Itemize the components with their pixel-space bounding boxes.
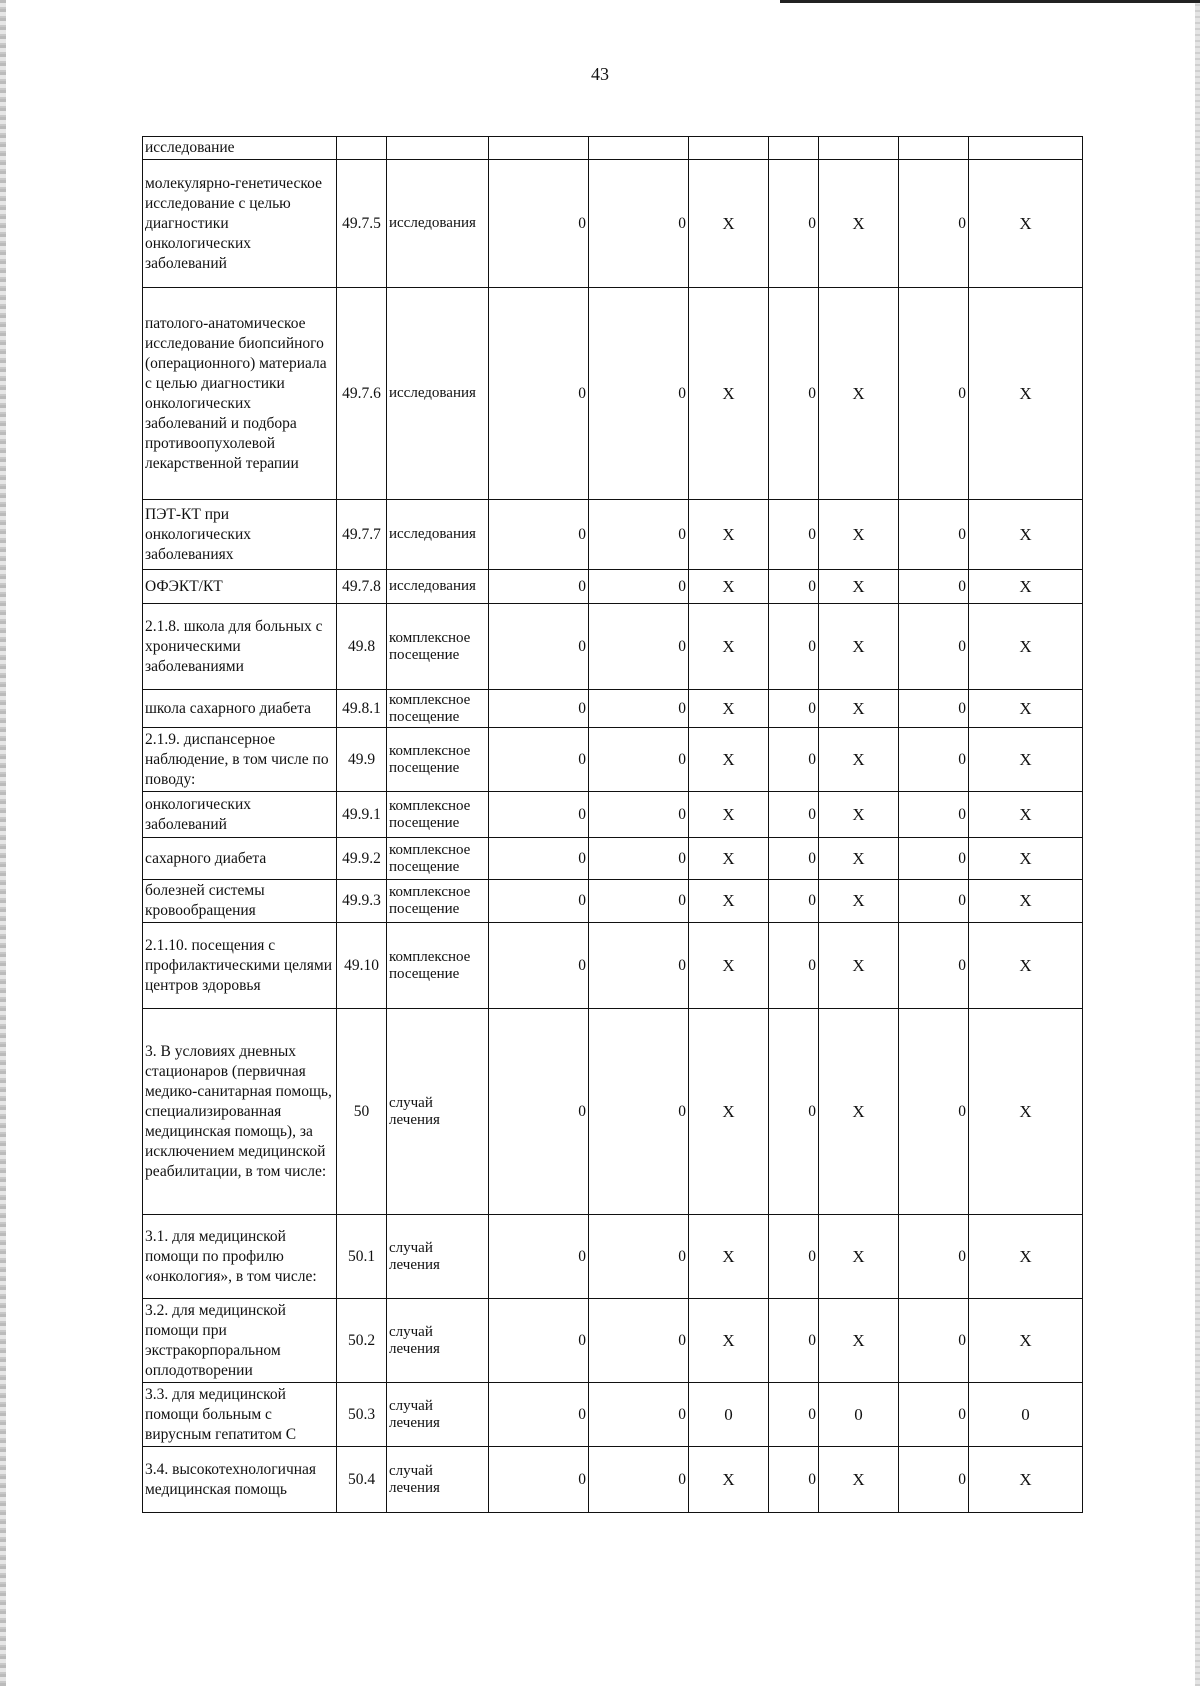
value-cell bbox=[769, 137, 819, 160]
table-row bbox=[143, 728, 1083, 792]
value-cell: 0 bbox=[489, 160, 589, 288]
value-cell bbox=[899, 137, 969, 160]
value-cell: X bbox=[819, 570, 899, 604]
value-cell: X bbox=[969, 923, 1083, 1009]
row-code: 50.1 bbox=[337, 1215, 387, 1299]
value-cell: 0 bbox=[489, 923, 589, 1009]
value-cell: X bbox=[969, 288, 1083, 500]
row-code: 49.7.5 bbox=[337, 160, 387, 288]
value-cell: 0 bbox=[589, 1009, 689, 1215]
value-cell: 0 bbox=[489, 1009, 589, 1215]
value-cell: 0 bbox=[769, 792, 819, 838]
table-row bbox=[143, 792, 1083, 838]
value-cell: 0 bbox=[769, 160, 819, 288]
value-cell: 0 bbox=[589, 1299, 689, 1383]
value-cell: 0 bbox=[489, 728, 589, 792]
table-row bbox=[143, 880, 1083, 923]
value-cell: 0 bbox=[489, 570, 589, 604]
value-cell: 0 bbox=[489, 1447, 589, 1513]
value-cell: 0 bbox=[589, 838, 689, 880]
value-cell: 0 bbox=[589, 1215, 689, 1299]
row-code: 49.9.3 bbox=[337, 880, 387, 923]
value-cell: 0 bbox=[899, 923, 969, 1009]
row-unit: комплексное посещение bbox=[387, 880, 489, 923]
value-cell: 0 bbox=[589, 728, 689, 792]
row-name: 2.1.8. школа для больных с хроническими заболеваниями bbox=[143, 604, 337, 690]
value-cell: X bbox=[819, 1009, 899, 1215]
value-cell: 0 bbox=[769, 604, 819, 690]
value-cell: 0 bbox=[589, 500, 689, 570]
value-cell: X bbox=[969, 604, 1083, 690]
row-code bbox=[337, 137, 387, 160]
row-unit: случай лечения bbox=[387, 1447, 489, 1513]
value-cell: X bbox=[819, 923, 899, 1009]
row-unit: комплексное посещение bbox=[387, 728, 489, 792]
value-cell: 0 bbox=[899, 838, 969, 880]
value-cell bbox=[489, 137, 589, 160]
value-cell: X bbox=[969, 570, 1083, 604]
row-unit: исследования bbox=[387, 288, 489, 500]
row-code: 50.4 bbox=[337, 1447, 387, 1513]
row-name: исследование bbox=[143, 137, 337, 160]
value-cell: X bbox=[689, 690, 769, 728]
row-unit: комплексное посещение bbox=[387, 604, 489, 690]
value-cell: 0 bbox=[899, 1447, 969, 1513]
row-unit: исследования bbox=[387, 160, 489, 288]
value-cell: 0 bbox=[489, 792, 589, 838]
table-row bbox=[143, 288, 1083, 500]
value-cell: X bbox=[819, 880, 899, 923]
value-cell: X bbox=[819, 1215, 899, 1299]
value-cell: 0 bbox=[769, 288, 819, 500]
value-cell: 0 bbox=[899, 1299, 969, 1383]
row-code: 50.3 bbox=[337, 1383, 387, 1447]
value-cell: 0 bbox=[769, 500, 819, 570]
row-unit bbox=[387, 137, 489, 160]
value-cell: 0 bbox=[899, 1383, 969, 1447]
value-cell: 0 bbox=[899, 604, 969, 690]
value-cell bbox=[689, 137, 769, 160]
value-cell: 0 bbox=[489, 1215, 589, 1299]
value-cell: 0 bbox=[969, 1383, 1083, 1447]
value-cell: 0 bbox=[589, 880, 689, 923]
value-cell: 0 bbox=[769, 1299, 819, 1383]
value-cell: 0 bbox=[769, 1009, 819, 1215]
value-cell: 0 bbox=[589, 923, 689, 1009]
table-row bbox=[143, 604, 1083, 690]
value-cell: 0 bbox=[769, 690, 819, 728]
row-name: 3.2. для медицинской помощи при экстракорпоральном оплодотворении bbox=[143, 1299, 337, 1383]
table-row bbox=[143, 137, 1083, 160]
value-cell: 0 bbox=[489, 838, 589, 880]
value-cell: 0 bbox=[589, 160, 689, 288]
value-cell: X bbox=[819, 792, 899, 838]
row-code: 50 bbox=[337, 1009, 387, 1215]
row-name: 3.1. для медицинской помощи по профилю «онкология», в том числе: bbox=[143, 1215, 337, 1299]
value-cell: 0 bbox=[489, 1383, 589, 1447]
row-code: 50.2 bbox=[337, 1299, 387, 1383]
row-name: сахарного диабета bbox=[143, 838, 337, 880]
value-cell: X bbox=[689, 604, 769, 690]
value-cell: X bbox=[689, 880, 769, 923]
table-row bbox=[143, 690, 1083, 728]
row-unit: исследования bbox=[387, 500, 489, 570]
value-cell: X bbox=[969, 1299, 1083, 1383]
row-name: ОФЭКТ/КТ bbox=[143, 570, 337, 604]
value-cell: 0 bbox=[899, 880, 969, 923]
value-cell: 0 bbox=[899, 500, 969, 570]
value-cell: X bbox=[969, 500, 1083, 570]
value-cell: X bbox=[689, 1009, 769, 1215]
value-cell: 0 bbox=[769, 880, 819, 923]
row-name: школа сахарного диабета bbox=[143, 690, 337, 728]
value-cell: X bbox=[969, 728, 1083, 792]
value-cell: 0 bbox=[489, 500, 589, 570]
row-name: 2.1.10. посещения с профилактическими целями центров здоровья bbox=[143, 923, 337, 1009]
value-cell: X bbox=[969, 1215, 1083, 1299]
table-row bbox=[143, 1447, 1083, 1513]
value-cell: 0 bbox=[769, 838, 819, 880]
value-cell: X bbox=[969, 880, 1083, 923]
value-cell: X bbox=[689, 1215, 769, 1299]
value-cell: X bbox=[689, 1447, 769, 1513]
value-cell: 0 bbox=[589, 792, 689, 838]
value-cell: 0 bbox=[489, 1299, 589, 1383]
row-code: 49.8 bbox=[337, 604, 387, 690]
value-cell: X bbox=[819, 160, 899, 288]
value-cell: X bbox=[969, 160, 1083, 288]
table-row bbox=[143, 838, 1083, 880]
value-cell: 0 bbox=[819, 1383, 899, 1447]
scan-top-line bbox=[780, 0, 1200, 3]
value-cell: 0 bbox=[769, 570, 819, 604]
row-name: 3. В условиях дневных стационаров (первичная медико-санитарная помощь, специализированная медицинская помощь), за исключением медицинской реабилитации, в том числе: bbox=[143, 1009, 337, 1215]
value-cell bbox=[969, 137, 1083, 160]
value-cell: 0 bbox=[769, 923, 819, 1009]
value-cell: X bbox=[969, 690, 1083, 728]
value-cell bbox=[589, 137, 689, 160]
row-code: 49.8.1 bbox=[337, 690, 387, 728]
row-code: 49.9.2 bbox=[337, 838, 387, 880]
value-cell: 0 bbox=[769, 1383, 819, 1447]
table-row bbox=[143, 923, 1083, 1009]
row-code: 49.9 bbox=[337, 728, 387, 792]
table-row bbox=[143, 1299, 1083, 1383]
value-cell: X bbox=[819, 838, 899, 880]
value-cell: 0 bbox=[589, 570, 689, 604]
value-cell bbox=[819, 137, 899, 160]
scan-left-edge bbox=[0, 0, 6, 1686]
value-cell: X bbox=[819, 690, 899, 728]
value-cell: 0 bbox=[589, 1447, 689, 1513]
row-name: болезней системы кровообращения bbox=[143, 880, 337, 923]
row-name: 3.3. для медицинской помощи больным с вирусным гепатитом С bbox=[143, 1383, 337, 1447]
row-name: онкологических заболеваний bbox=[143, 792, 337, 838]
row-unit: комплексное посещение bbox=[387, 792, 489, 838]
value-cell: 0 bbox=[689, 1383, 769, 1447]
value-cell: 0 bbox=[899, 570, 969, 604]
value-cell: 0 bbox=[899, 160, 969, 288]
value-cell: 0 bbox=[899, 1009, 969, 1215]
row-unit: исследования bbox=[387, 570, 489, 604]
value-cell: X bbox=[969, 1447, 1083, 1513]
value-cell: 0 bbox=[489, 604, 589, 690]
table-body bbox=[143, 137, 1083, 1513]
row-code: 49.9.1 bbox=[337, 792, 387, 838]
row-unit: комплексное посещение bbox=[387, 838, 489, 880]
value-cell: 0 bbox=[489, 288, 589, 500]
value-cell: X bbox=[689, 838, 769, 880]
row-unit: комплексное посещение bbox=[387, 690, 489, 728]
value-cell: X bbox=[969, 792, 1083, 838]
table-row bbox=[143, 160, 1083, 288]
value-cell: 0 bbox=[589, 288, 689, 500]
value-cell: 0 bbox=[899, 728, 969, 792]
row-unit: случай лечения bbox=[387, 1383, 489, 1447]
row-unit: случай лечения bbox=[387, 1009, 489, 1215]
value-cell: 0 bbox=[489, 880, 589, 923]
value-cell: 0 bbox=[589, 604, 689, 690]
row-unit: комплексное посещение bbox=[387, 923, 489, 1009]
value-cell: X bbox=[689, 923, 769, 1009]
row-code: 49.7.7 bbox=[337, 500, 387, 570]
data-table bbox=[142, 136, 1083, 1513]
value-cell: X bbox=[819, 1447, 899, 1513]
table-row bbox=[143, 1215, 1083, 1299]
value-cell: X bbox=[689, 160, 769, 288]
table-row bbox=[143, 500, 1083, 570]
value-cell: X bbox=[819, 728, 899, 792]
page-number: 43 bbox=[591, 64, 609, 84]
value-cell: X bbox=[819, 500, 899, 570]
value-cell: X bbox=[689, 570, 769, 604]
value-cell: X bbox=[819, 1299, 899, 1383]
value-cell: 0 bbox=[589, 690, 689, 728]
row-unit: случай лечения bbox=[387, 1215, 489, 1299]
value-cell: X bbox=[819, 288, 899, 500]
value-cell: X bbox=[969, 838, 1083, 880]
row-name: молекулярно-генетическое исследование с целью диагностики онкологических заболеваний bbox=[143, 160, 337, 288]
value-cell: X bbox=[689, 1299, 769, 1383]
row-unit: случай лечения bbox=[387, 1299, 489, 1383]
row-name: 3.4. высокотехнологичная медицинская помощь bbox=[143, 1447, 337, 1513]
value-cell: 0 bbox=[899, 1215, 969, 1299]
value-cell: X bbox=[689, 288, 769, 500]
value-cell: X bbox=[689, 792, 769, 838]
row-code: 49.7.8 bbox=[337, 570, 387, 604]
value-cell: 0 bbox=[899, 690, 969, 728]
table-row bbox=[143, 1383, 1083, 1447]
row-code: 49.10 bbox=[337, 923, 387, 1009]
table-row bbox=[143, 570, 1083, 604]
value-cell: 0 bbox=[489, 690, 589, 728]
scan-right-edge bbox=[1195, 0, 1200, 1686]
value-cell: X bbox=[819, 604, 899, 690]
value-cell: X bbox=[689, 728, 769, 792]
row-name: ПЭТ-КТ при онкологических заболеваниях bbox=[143, 500, 337, 570]
value-cell: 0 bbox=[769, 728, 819, 792]
value-cell: 0 bbox=[899, 792, 969, 838]
value-cell: 0 bbox=[769, 1215, 819, 1299]
row-code: 49.7.6 bbox=[337, 288, 387, 500]
row-name: патолого-анатомическое исследование биопсийного (операционного) материала с целью диагностики онкологических заболеваний и подбора противоопухолевой лекарственной терапии bbox=[143, 288, 337, 500]
table-row bbox=[143, 1009, 1083, 1215]
row-name: 2.1.9. диспансерное наблюдение, в том числе по поводу: bbox=[143, 728, 337, 792]
value-cell: X bbox=[689, 500, 769, 570]
value-cell: 0 bbox=[589, 1383, 689, 1447]
value-cell: 0 bbox=[899, 288, 969, 500]
value-cell: 0 bbox=[769, 1447, 819, 1513]
value-cell: X bbox=[969, 1009, 1083, 1215]
